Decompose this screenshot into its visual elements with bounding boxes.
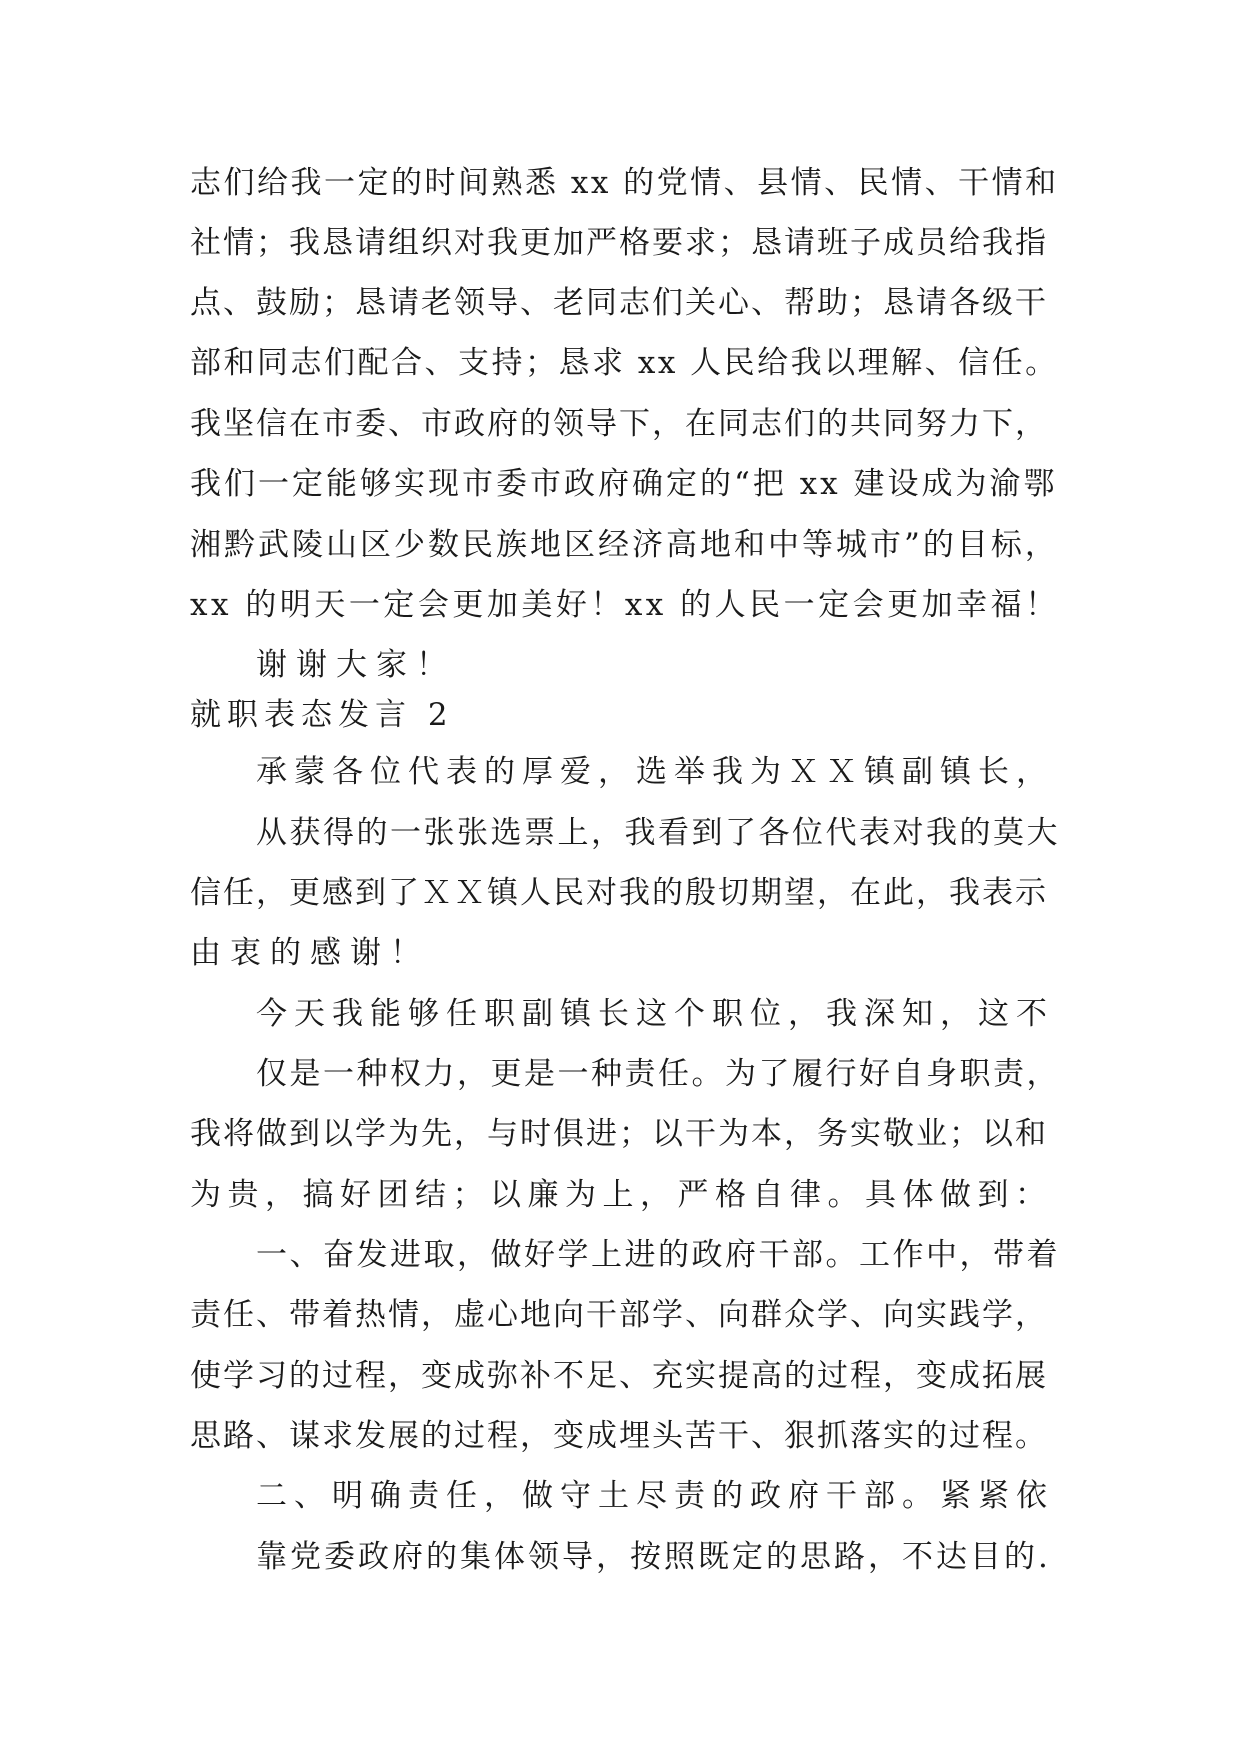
text-line: 从获得的一张张选票上，我看到了各位代表对我的莫大 bbox=[256, 815, 1060, 851]
text-line: 今天我能够任职副镇长这个职位，我深知，这不 bbox=[256, 996, 1054, 1032]
text-line: 靠党委政府的集体领导，按照既定的思路，不达目的. bbox=[256, 1539, 1051, 1575]
text-line: 二、明确责任，做守土尽责的政府干部。紧紧依 bbox=[256, 1478, 1054, 1514]
text-line: 思路、谋求发展的过程，变成埋头苦干、狠抓落实的过程。 bbox=[190, 1418, 1048, 1454]
section-heading: 就职表态发言 2 bbox=[190, 697, 454, 733]
text-line: 我将做到以学为先，与时俱进；以干为本，务实敬业；以和 bbox=[190, 1116, 1048, 1152]
text-line: 社情；我恳请组织对我更加严格要求；恳请班子成员给我指 bbox=[190, 225, 1048, 261]
text-line: 志们给我一定的时间熟悉 xx 的党情、县情、民情、干情和 bbox=[190, 165, 1059, 201]
text-line: 部和同志们配合、支持；恳求 xx 人民给我以理解、信任。 bbox=[190, 345, 1059, 381]
text-line: 点、鼓励；恳请老领导、老同志们关心、帮助；恳请各级干 bbox=[190, 285, 1048, 321]
closing-remark: 谢谢大家！ bbox=[256, 647, 456, 683]
text-line: 信任，更感到了ＸＸ镇人民对我的殷切期望，在此，我表示 bbox=[190, 875, 1048, 911]
text-line: 我坚信在市委、市政府的领导下，在同志们的共同努力下， bbox=[190, 406, 1048, 442]
text-line: xx 的明天一定会更加美好！xx 的人民一定会更加幸福！ bbox=[190, 587, 1060, 623]
text-line: 湘黔武陵山区少数民族地区经济高地和中等城市”的目标， bbox=[190, 527, 1059, 563]
text-line: 为贵，搞好团结；以廉为上，严格自律。具体做到： bbox=[190, 1177, 1053, 1213]
text-line: 责任、带着热情，虚心地向干部学、向群众学、向实践学， bbox=[190, 1297, 1048, 1333]
text-line: 我们一定能够实现市委市政府确定的“把 xx 建设成为渝鄂 bbox=[190, 466, 1058, 502]
text-line: 承蒙各位代表的厚爱，选举我为ＸＸ镇副镇长， bbox=[256, 754, 1054, 790]
text-line: 一、奋发进取，做好学上进的政府干部。工作中，带着 bbox=[256, 1237, 1060, 1273]
text-line: 仅是一种权力，更是一种责任。为了履行好自身职责， bbox=[256, 1056, 1060, 1092]
text-line: 使学习的过程，变成弥补不足、充实提高的过程，变成拓展 bbox=[190, 1358, 1048, 1394]
text-line: 由衷的感谢！ bbox=[190, 935, 430, 971]
